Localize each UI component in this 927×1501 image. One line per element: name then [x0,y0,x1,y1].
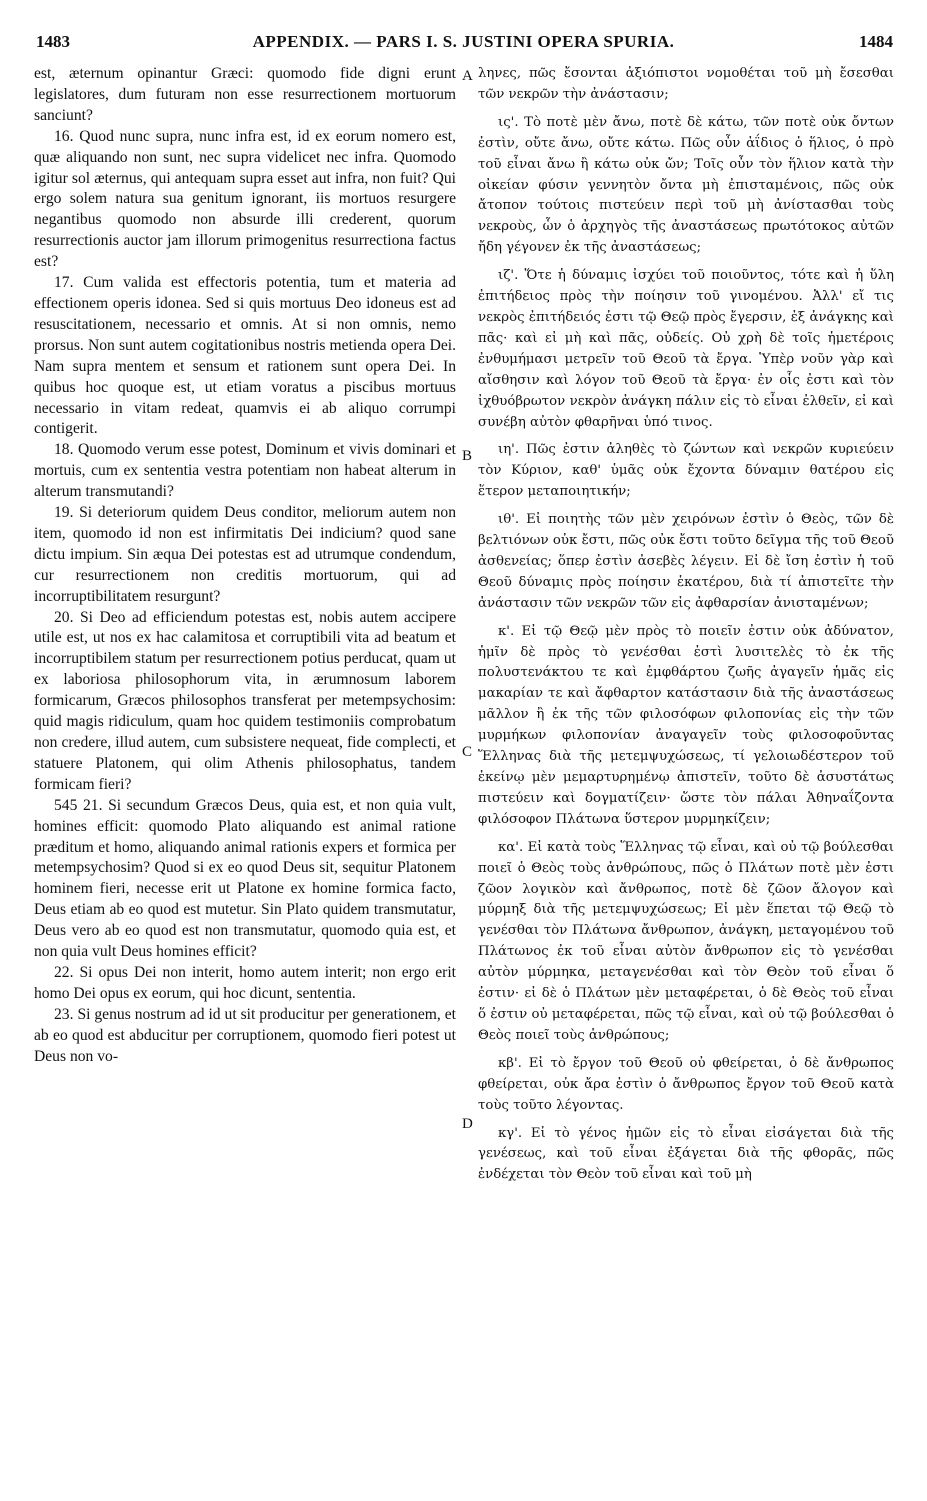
latin-paragraph: est, æternum opinantur Græci: quomodo fide digni erunt legislatores, dum futuram non esse resurrectionem mortuorum sanciunt? [34,65,456,124]
latin-column [34,64,456,1068]
latin-paragraph-20: 20. Si Deo ad efficiendum potestas est, nobis autem accipere utile est, ut nos ex hac calamitosa et corruptibili vita ad beatum et incorruptibilem statum per resurrectionem potius perducat, quam ut ex laboriosa philosophorum vita, in ærumnosum laborem formicarum, Græcos philosophos transferat per metempsychosim: quid magis ridiculum, quam hoc quidem testimoniis comprobatum non credere, illud autem, cum subsistere nequeat, fide complecti, et statuere Platonem, qui olim Athenis philosophatus, tandem formicam fieri? [34,608,456,793]
latin-paragraph-18: 18. Quomodo verum esse potest, Dominum et vivis dominari et mortuis, cum ex sententia vestra potentiam non habeat alterum in alterum transmutandi? [34,441,456,501]
greek-paragraph-22: κβ'. Εἰ τὸ ἔργον τοῦ Θεοῦ οὐ φθείρεται, ὁ δὲ ἄνθρωπος φθείρεται, οὐκ ἄρα ἐστὶν ὁ ἄνθρωπος ἔργον τοῦ Θεοῦ κατὰ τοὺς τοῦτο λέγοντας. [478,1055,894,1113]
greek-column [478,64,894,1186]
latin-paragraph-23: 23. Si genus nostrum ad id ut sit producitur per generationem, et ab eo quod est abducitur per corruptionem, quomodo fieri potest ut Deus non vo- [34,1005,456,1065]
latin-paragraph-17: 17. Cum valida est effectoris potentia, tum et materia ad effectionem operis idonea. Sed si quis mortuus Deo idoneus est ad resuscitationem, necessario et omnis. At si non omnis, nemo prorsus. Non sunt autem cogitationibus nostris metienda opera Dei. Nam supra mentem et sensum et rationem sunt opera Dei. In quibus hoc quoque est, ut etiam voratus a piscibus mortuus necessario in vitam redeat, quamvis ei ab aliquo corrumpi contigerit. [34,274,456,438]
greek-paragraph-19: ιθ'. Εἰ ποιητὴς τῶν μὲν χειρόνων ἐστὶν ὁ Θεὸς, τῶν δὲ βελτιόνων οὐκ ἔστι, πῶς οὐκ ἔστι τοῦτο δεῖγμα τῆς τοῦ Θεοῦ ἀσθενείας; ὅπερ ἐστὶν ἀσεβὲς λέγειν. Εἰ δὲ ἴση ἐστὶν ἡ τοῦ Θεοῦ δύναμις πρὸς ποίησιν ἑκατέρου, διὰ τί ἀπιστεῖτε τὴν ἀνάστασιν τῶν νεκρῶν τῶν εἰς ἀφθαρσίαν ἀνισταμένων; [478,512,894,611]
greek-paragraph: ληνες, πῶς ἔσονται ἀξιόπιστοι νομοθέται τοῦ μὴ ἔσεσθαι τῶν νεκρῶν τὴν ἀνάστασιν; [478,66,894,102]
greek-paragraph-23: κγ'. Εἰ τὸ γένος ἡμῶν εἰς τὸ εἶναι εἰσάγεται διὰ τῆς γενέσεως, καὶ τοῦ εἶναι ἐξάγεται διὰ τῆς φθορᾶς, πῶς ἐνδέχεται τὸν Θεὸν τοῦ εἶναι καὶ τοῦ μὴ [478,1125,894,1183]
latin-paragraph-22: 22. Si opus Dei non interit, homo autem interit; non ergo erit homo Dei opus ex eorum, qui hoc dicunt, sententia. [34,963,456,1002]
margin-letter-b: B [462,448,473,464]
greek-paragraph-20: κ'. Εἰ τῷ Θεῷ μὲν πρὸς τὸ ποιεῖν ἐστιν οὐκ ἀδύνατον, ἡμῖν δὲ πρὸς τὸ γενέσθαι ἐστὶ λυσιτελὲς τὸ ἐκ τῆς πολυστενάκτου τε καὶ ἐμφθάρτου ζωῆς ἀγαγεῖν ἡμᾶς εἰς μακαρίαν τε καὶ ἄφθαρτον κατάστασιν διὰ τῆς ἀναστάσεως μᾶλλον ἢ ἐκ τῆς τῶν φιλοσόφων φιλοπονίας εἰς τὴν τῶν μυρμήκων φιλοπονίαν ἀναγαγεῖν τοὺς φιλοσοφοῦντας Ἕλληνας διὰ τῆς μετεμψυχώσεως, τί γελοιωδέστερον τοῦ ἐκείνῳ μὲν μεμαρτυρημένῳ ἀπιστεῖν, τοῦτο δὲ ἀσυστάτως πιστεύειν καὶ δογματίζειν· ὥστε τὸν πάλαι Ἀθηναΐζοντα φιλόσοφον Πλάτωνα ὕστερον μυρμηκίζειν; [478,623,894,827]
page-number-left: 1483 [36,32,70,51]
margin-letter-c: C [462,744,473,760]
margin-letter-a: A [462,68,473,84]
page-number-right: 1484 [859,32,893,51]
latin-paragraph-21: 545 21. Si secundum Græcos Deus, quia est, et non quia vult, homines efficit: quomodo Plato aliquando est animal ratione præditum et homo, aliquando animal rationis expers et formica per metempsychosim? Quod si ex eo quod Deus sit, sequitur Platonem hominem fieri, necesse erit ut Platone ex homine formica facto, Deus etiam ab eo quod est mutetur. Sin Plato quidem transmutatur, Deus vero ab eo quod est non transmutatur, quomodo quia est, et non quia vult Deus homines efficit? [34,796,456,961]
greek-paragraph-18: ιη'. Πῶς ἐστιν ἀληθὲς τὸ ζώντων καὶ νεκρῶν κυριεύειν τὸν Κύριον, καθ' ὑμᾶς οὐκ ἔχοντα δύναμιν θατέρου εἰς ἕτερον μεταποιητικήν; [478,442,894,500]
greek-paragraph-21: κα'. Εἰ κατὰ τοὺς Ἕλληνας τῷ εἶναι, καὶ οὐ τῷ βούλεσθαι ποιεῖ ὁ Θεὸς τοὺς ἀνθρώπους, πῶς ὁ Πλάτων ποτὲ μὲν ἐστι ζῶον λογικὸν καὶ ἄνθρωπος, ποτὲ δὲ ζῶον ἄλογον καὶ μύρμηξ διὰ τῆς μετεμψυχώσεως; Εἰ μὲν ἕπεται τῷ Θεῷ τὸ γενέσθαι τὸν Πλάτωνα ἄνθρωπον, ἀνάγκη, μεταγομένου τοῦ Πλάτωνος ἐκ τοῦ εἶναι αὐτὸν ἄνθρωπον εἰς τὸ γενέσθαι αὐτὸν μύρμηκα, μεταγενέσθαι καὶ τὸν Θεὸν τοῦ εἶναι ὅ ἐστιν· εἰ δὲ ὁ Πλάτων μὲν μεταφέρεται, ὁ δὲ Θεὸς τοῦ εἶναι ὅ ἐστιν οὐ μεταφέρεται, πῶς τῷ εἶναι, καὶ οὐ τῷ βούλεσθαι ὁ Θεὸς ποιεῖ τοὺς ἀνθρώπους; [478,839,894,1043]
margin-letter-d: D [462,1116,473,1132]
latin-paragraph-19: 19. Si deteriorum quidem Deus conditor, meliorum autem non item, quomodo id non est infirmitatis Dei indicium? quod sane dictu impium. Sin æqua Dei potestas est ad utrumque condendum, cur resurrectionem non creditis mortuorum, qui ad incorruptibilitatem resurgunt? [34,504,456,605]
latin-paragraph-16: 16. Quod nunc supra, nunc infra est, id ex eorum nomero est, quæ aliquando non sunt, nec supra videlicet nec infra. Quomodo igitur sol æternus, qui antequam supra esset aut infra, non fuit? Qui ergo solem natura sua genitum ignorant, iis mortuos resurgere negantibus quomodo non absurde illi crederent, quorum resurrectionis auctor jam illorum primogenitus resurrectiona factus est? [34,127,456,271]
running-title: APPENDIX. — PARS I. S. JUSTINI OPERA SPURIA. [252,32,675,51]
greek-paragraph-16: ις'. Τὸ ποτὲ μὲν ἄνω, ποτὲ δὲ κάτω, τῶν ποτὲ οὐκ ὄντων ἐστὶν, οὔτε ἄνω, οὔτε κάτω. Πῶς οὖν ἀΐδιος ὁ ἥλιος, ὁ πρὸ τοῦ εἶναι ἄνω ἢ κάτω οὐκ ὤν; Τοῖς οὖν τὸν ἥλιον κατὰ τὴν οἰκείαν φύσιν γεννητὸν ὄντα μὴ ἐπισταμένοις, πῶς οὐκ ἄτοπον τούτοις πιστεύειν περὶ τοῦ μὴ ἀνίστασθαι τοὺς νεκροὺς, ὧν ὁ ἀρχηγὸς τῆς ἀναστάσεως πρωτότοκος αὐτῶν ἤδη γέγονεν ἐκ τῆς ἀναστάσεως; [478,114,894,256]
greek-paragraph-17: ιζ'. Ὅτε ἡ δύναμις ἰσχύει τοῦ ποιοῦντος, τότε καὶ ἡ ὕλη ἐπιτήδειος πρὸς τὴν ποίησιν τοῦ γινομένου. Ἀλλ' εἴ τις νεκρὸς ἐπιτήδειός ἐστι τῷ Θεῷ πρὸς ἔγερσιν, ἐξ ἀνάγκης καὶ πᾶς· καὶ εἰ μὴ καὶ πᾶς, οὐδείς. Οὐ χρὴ δὲ τοῖς ἡμετέροις ἐνθυμήμασι μετρεῖν τοῦ Θεοῦ τὰ ἔργα. Ὑπὲρ νοῦν γὰρ καὶ αἴσθησιν καὶ λόγον τοῦ Θεοῦ τὰ ἔργα· ἐν οἷς ἐστι καὶ τὸν ἰχθυόβρωτον νεκρὸν ἀνάγκη πάλιν εἰς τὸ εἶναι ἐλθεῖν, εἰ καὶ συνέβη αὐτὸν φθαρῆναι ὑπό τινος. [478,268,894,430]
